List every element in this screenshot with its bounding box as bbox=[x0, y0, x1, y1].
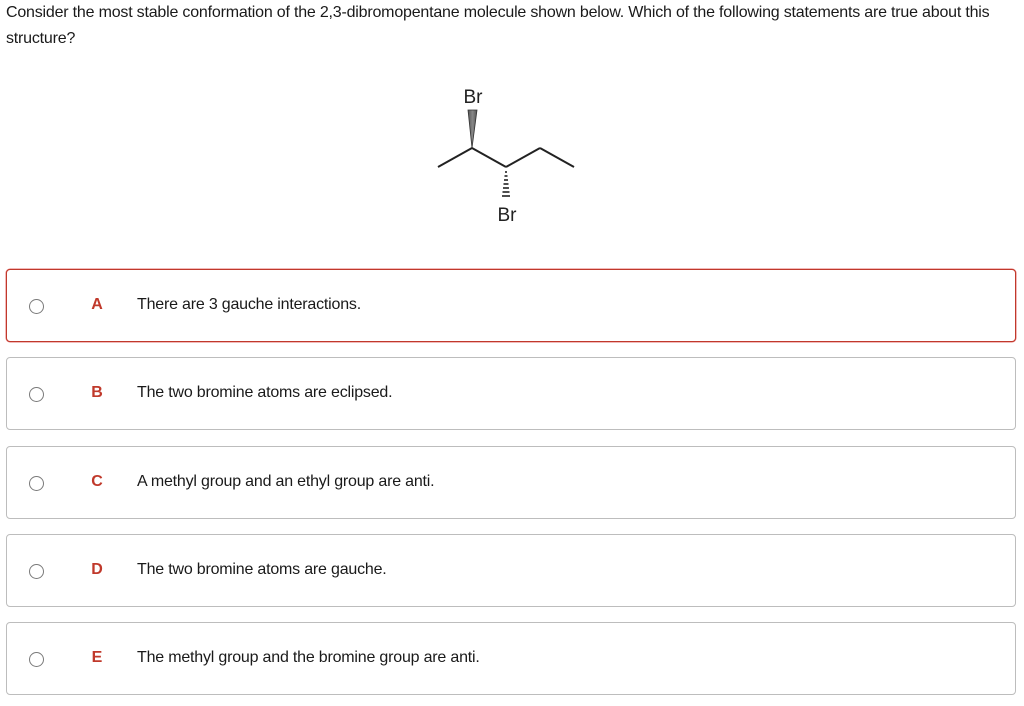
option-a[interactable] bbox=[6, 269, 1016, 342]
option-text: There are 3 gauche interactions. bbox=[137, 296, 361, 313]
question-text: Consider the most stable conformation of the 2,3-dibromopentane molecule shown below. Which of the following statements are true about this structure? bbox=[6, 4, 990, 47]
radio-button[interactable] bbox=[29, 652, 44, 667]
molecule-structure bbox=[0, 0, 1024, 260]
wedge-bond bbox=[468, 110, 477, 148]
option-b[interactable] bbox=[6, 357, 1016, 430]
radio-button[interactable] bbox=[29, 564, 44, 579]
bromine-top-label: Br bbox=[463, 87, 483, 108]
bond-c4-c5 bbox=[540, 148, 574, 167]
option-text: The two bromine atoms are gauche. bbox=[137, 561, 387, 578]
radio-button[interactable] bbox=[29, 476, 44, 491]
option-e[interactable] bbox=[6, 622, 1016, 695]
bond-c2-c3 bbox=[472, 148, 506, 167]
option-letter: D bbox=[91, 561, 103, 578]
option-text: The two bromine atoms are eclipsed. bbox=[137, 384, 393, 401]
bromine-bottom-label: Br bbox=[497, 205, 517, 226]
option-letter: A bbox=[91, 296, 103, 313]
option-d[interactable] bbox=[6, 534, 1016, 607]
radio-button[interactable] bbox=[29, 299, 44, 314]
bond-c3-c4 bbox=[506, 148, 540, 167]
option-letter: E bbox=[91, 649, 103, 666]
option-text: The methyl group and the bromine group are anti. bbox=[137, 649, 480, 666]
option-text: A methyl group and an ethyl group are anti. bbox=[137, 473, 435, 490]
radio-button[interactable] bbox=[29, 387, 44, 402]
hash-bond bbox=[502, 172, 510, 196]
option-c[interactable] bbox=[6, 446, 1016, 519]
option-letter: B bbox=[91, 384, 103, 401]
option-letter: C bbox=[91, 473, 103, 490]
bond-c1-c2 bbox=[438, 148, 472, 167]
